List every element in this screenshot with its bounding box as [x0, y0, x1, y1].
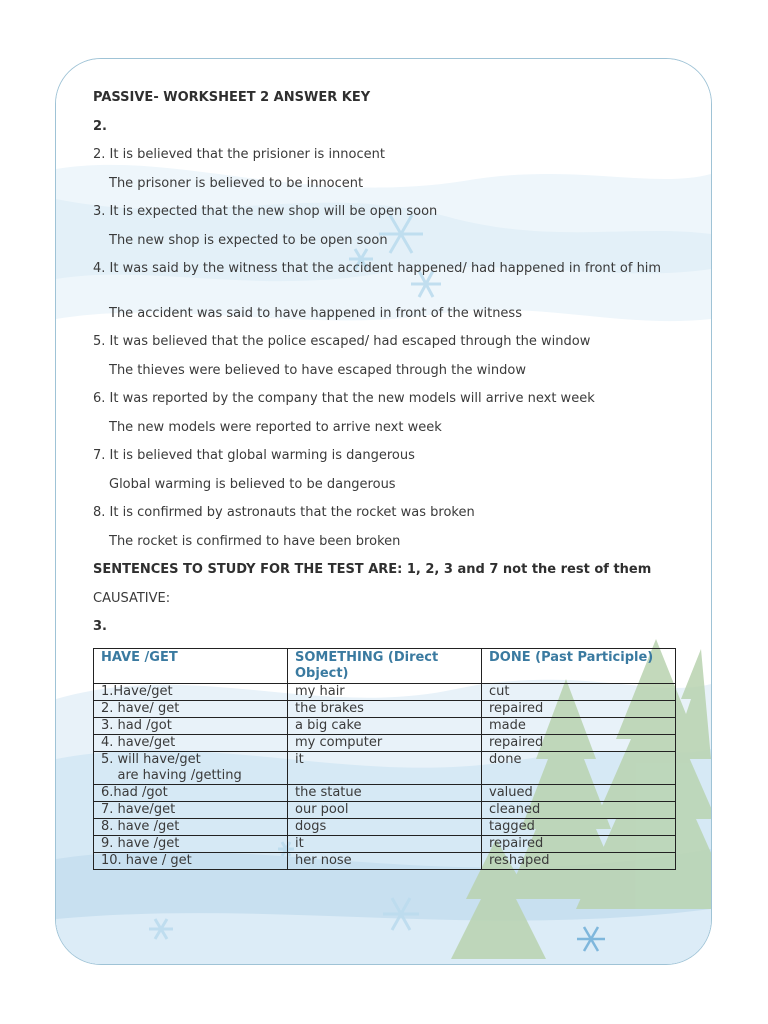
item-main: 7. It is believed that global warming is dangerous	[93, 448, 415, 463]
table-row	[94, 684, 676, 701]
table-cell: it	[288, 836, 482, 853]
table-cell: it	[288, 752, 482, 785]
table-cell: repaired	[482, 836, 676, 853]
item-answer: The new models were reported to arrive next week	[109, 420, 442, 435]
section-number: 3.	[93, 619, 107, 634]
table-row	[94, 718, 676, 735]
item-answer: The rocket is confirmed to have been broken	[109, 534, 401, 549]
table-cell: our pool	[288, 802, 482, 819]
table-cell: 1.Have/get	[94, 684, 288, 701]
table-cell: repaired	[482, 735, 676, 752]
item-main: 4. It was said by the witness that the accident happened/ had happened in front of him	[93, 261, 662, 276]
table-cell: my computer	[288, 735, 482, 752]
table-cell: 8. have /get	[94, 819, 288, 836]
item-answer: Global warming is believed to be dangerous	[109, 477, 396, 492]
table-cell: cleaned	[482, 802, 676, 819]
item-answer: The accident was said to have happened in front of the witness	[109, 306, 522, 321]
table-row	[94, 701, 676, 718]
item-answer: The new shop is expected to be open soon	[109, 233, 388, 248]
table-cell: dogs	[288, 819, 482, 836]
table-row	[94, 853, 676, 870]
table-row	[94, 802, 676, 819]
item-main: 6. It was reported by the company that the new models will arrive next week	[93, 391, 595, 406]
answer-key-content	[56, 59, 711, 964]
section-number: 2.	[93, 119, 107, 134]
column-header: HAVE /GET	[94, 649, 288, 684]
table-cell: 9. have /get	[94, 836, 288, 853]
causative-table	[93, 648, 676, 870]
table-cell: 7. have/get	[94, 802, 288, 819]
item-main: 3. It is expected that the new shop will be open soon	[93, 204, 438, 219]
item-main: 8. It is confirmed by astronauts that the rocket was broken	[93, 505, 475, 520]
table-header-row	[94, 649, 676, 684]
table-cell: her nose	[288, 853, 482, 870]
table-cell: tagged	[482, 819, 676, 836]
table-cell: the statue	[288, 785, 482, 802]
table-cell: valued	[482, 785, 676, 802]
table-cell: a big cake	[288, 718, 482, 735]
table-cell: 3. had /got	[94, 718, 288, 735]
item-main: 5. It was believed that the police escaped/ had escaped through the window	[93, 334, 591, 349]
column-header: SOMETHING (Direct Object)	[288, 649, 482, 684]
worksheet-page	[55, 58, 712, 965]
table-cell: reshaped	[482, 853, 676, 870]
item-main: 2. It is believed that the prisioner is innocent	[93, 147, 385, 162]
page-title: PASSIVE- WORKSHEET 2 ANSWER KEY	[93, 90, 371, 105]
table-row	[94, 836, 676, 853]
item-answer: The prisoner is believed to be innocent	[109, 176, 364, 191]
causative-heading: CAUSATIVE:	[93, 591, 171, 606]
table-row	[94, 735, 676, 752]
table-cell: the brakes	[288, 701, 482, 718]
table-cell: 2. have/ get	[94, 701, 288, 718]
table-cell: done	[482, 752, 676, 785]
table-cell: 10. have / get	[94, 853, 288, 870]
table-cell: 4. have/get	[94, 735, 288, 752]
table-cell: repaired	[482, 701, 676, 718]
table-cell: 5. will have/get are having /getting	[94, 752, 288, 785]
table-row	[94, 819, 676, 836]
table-row	[94, 752, 676, 785]
table-cell: 6.had /got	[94, 785, 288, 802]
table-row	[94, 785, 676, 802]
item-answer: The thieves were believed to have escaped through the window	[109, 363, 526, 378]
table-cell: my hair	[288, 684, 482, 701]
table-cell: made	[482, 718, 676, 735]
study-note: SENTENCES TO STUDY FOR THE TEST ARE: 1, 2, 3 and 7 not the rest of them	[93, 562, 652, 577]
column-header: DONE (Past Participle)	[482, 649, 676, 684]
table-cell: cut	[482, 684, 676, 701]
